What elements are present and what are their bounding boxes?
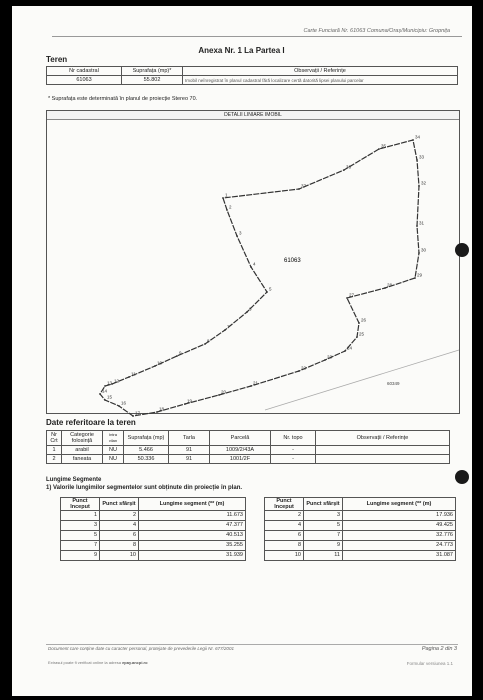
boundary-point <box>384 287 386 289</box>
cell: 3 <box>61 521 100 531</box>
cell: 35.255 <box>139 541 246 551</box>
cell: 3 <box>304 511 343 521</box>
point-label: 14 <box>102 388 108 394</box>
cell: 1001/2F <box>210 455 271 464</box>
point-label: 7 <box>227 324 230 330</box>
cell: 5.466 <box>124 446 169 455</box>
point-label: 31 <box>419 220 425 226</box>
point-label: 15 <box>107 394 113 400</box>
boundary-point <box>412 139 414 141</box>
point-label: 11 <box>131 371 136 377</box>
point-label: 29 <box>417 272 423 278</box>
cell: 50.336 <box>124 455 169 464</box>
cell <box>316 446 450 455</box>
cell: 1 <box>47 446 62 455</box>
point-label: 30 <box>421 247 427 253</box>
punch-hole <box>455 243 469 257</box>
cell: 49.425 <box>343 521 456 531</box>
map-title: DETALII LINIARE IMOBIL <box>47 111 459 120</box>
boundary-point <box>236 235 238 237</box>
boundary-point <box>266 291 268 293</box>
cell: 7 <box>304 531 343 541</box>
point-label: 13 <box>107 380 113 386</box>
cell: 8 <box>265 541 304 551</box>
boundary-point <box>128 376 130 378</box>
table-row <box>265 511 456 521</box>
verify-link[interactable]: epay.ancpi.ro <box>122 660 148 665</box>
boundary-point <box>222 197 224 199</box>
boundary-point <box>344 350 346 352</box>
boundary-point <box>414 277 416 279</box>
col-nr-topo: Nr. topo <box>271 431 316 446</box>
point-label: 28 <box>387 282 393 288</box>
cell: 6 <box>265 531 304 541</box>
cell: NU <box>103 455 124 464</box>
table-row <box>47 76 458 85</box>
form-version: Formular versiunea 1.1 <box>406 661 453 666</box>
cell: 91 <box>169 446 210 455</box>
cell <box>316 455 450 464</box>
table-row <box>61 511 246 521</box>
col-intravilan: Intra vilan <box>103 431 124 446</box>
verify-note <box>48 660 148 665</box>
header-rule <box>52 36 462 37</box>
col-suprafata: Suprafața (mp)* <box>122 67 183 76</box>
boundary-point <box>250 385 252 387</box>
cell: 10 <box>100 551 139 561</box>
neighbor-boundary <box>265 350 459 410</box>
col-observatii-ref: Observații / Referințe <box>316 431 450 446</box>
teren-table <box>46 66 458 85</box>
cell: 2 <box>100 511 139 521</box>
col-punct-inceput: Punct început <box>61 498 100 511</box>
cell: 1 <box>61 511 100 521</box>
lungime-segmente-subtitle: 1) Valorile lungimilor segmentelor sunt obținute din proiecție în plan. <box>46 485 243 491</box>
point-label: 1 <box>225 192 228 198</box>
parcel-label: 61063 <box>284 258 301 264</box>
teren-section-title: Teren <box>46 55 68 64</box>
point-label: 33 <box>419 154 425 160</box>
cell: 8 <box>100 541 139 551</box>
carte-funciara-header: Carte Funciară Nr. 61063 Comuna/Oraș/Municipiu: Gropnița <box>303 28 450 34</box>
parcel-map <box>46 110 460 414</box>
table-row <box>61 521 246 531</box>
point-label: 18 <box>159 406 165 412</box>
point-label: 20 <box>221 389 227 395</box>
cell: 9 <box>304 541 343 551</box>
punch-hole <box>455 470 469 484</box>
point-label: 34 <box>415 134 421 140</box>
cell: 10 <box>265 551 304 561</box>
table-row <box>61 531 246 541</box>
cell: 5 <box>61 531 100 541</box>
boundary-point <box>343 169 345 171</box>
point-label: 22 <box>301 365 307 371</box>
point-label: 8 <box>207 338 210 344</box>
point-label: 9 <box>179 350 182 356</box>
col-nr-crt: Nr Crt <box>47 431 62 446</box>
boundary-point <box>218 394 220 396</box>
observatii-value: Imobil neînregistrat în planul cadastral fără localizare certă datorită lipsei planului parcelar <box>183 76 458 85</box>
point-label: 6 <box>249 306 252 312</box>
col-lungime: Lungime segment (** (m) <box>343 498 456 511</box>
point-label: 32 <box>421 180 427 186</box>
point-label: 10 <box>157 360 163 366</box>
boundary-point <box>298 370 300 372</box>
page-number: Pagina 2 din 3 <box>421 646 457 652</box>
boundary-point <box>418 185 420 187</box>
boundary-point <box>418 252 420 254</box>
boundary-point <box>156 411 158 413</box>
point-label: 16 <box>121 400 127 406</box>
boundary-point <box>378 148 380 150</box>
cell: 40.513 <box>139 531 246 541</box>
boundary-point <box>226 209 228 211</box>
confidential-note: Document care conține date cu caracter personal, protejate de prevederile Legii Nr. 677/2001 <box>48 646 234 651</box>
cell: 9 <box>61 551 100 561</box>
segments-table-right <box>264 497 456 561</box>
cell: 5 <box>304 521 343 531</box>
boundary-point <box>346 297 348 299</box>
point-label: 27 <box>349 292 355 298</box>
lungime-segmente-title: Lungime Segmente <box>46 477 102 483</box>
point-label: 24 <box>347 345 353 351</box>
col-categorie: Categorie folosință <box>62 431 103 446</box>
cell: 47.377 <box>139 521 246 531</box>
cell: 7 <box>61 541 100 551</box>
boundary-point <box>176 355 178 357</box>
cell: 2 <box>47 455 62 464</box>
boundary-point <box>99 393 101 395</box>
footer-rule <box>46 644 458 645</box>
boundary-point <box>204 343 206 345</box>
table-row <box>61 541 246 551</box>
col-suprafata-mp: Suprafața (mp) <box>124 431 169 446</box>
col-tarla: Tarla <box>169 431 210 446</box>
cell: 4 <box>265 521 304 531</box>
point-label: 2 <box>229 204 232 210</box>
table-row <box>265 531 456 541</box>
date-referitoare-title: Date referitoare la teren <box>46 418 136 427</box>
col-punct-sfarsit: Punct sfârșit <box>304 498 343 511</box>
col-nr-cadastral: Nr cadastral <box>47 67 122 76</box>
cell: faneata <box>62 455 103 464</box>
cell: - <box>271 455 316 464</box>
point-label: 4 <box>253 261 256 267</box>
table-row <box>61 551 246 561</box>
boundary-point <box>250 266 252 268</box>
cell: 11 <box>304 551 343 561</box>
date-referitoare-table <box>46 430 450 464</box>
parcel-boundary <box>100 140 419 416</box>
point-label: 37 <box>301 183 307 189</box>
anexa-title: Anexa Nr. 1 La Partea I <box>198 46 285 55</box>
boundary-point <box>298 188 300 190</box>
boundary-point <box>356 336 358 338</box>
table-row <box>47 446 450 455</box>
point-label: 5 <box>269 286 272 292</box>
boundary-point <box>104 399 106 401</box>
suprafata-value: 55.802 <box>122 76 183 85</box>
table-row <box>265 551 456 561</box>
boundary-point <box>118 405 120 407</box>
cell: 4 <box>100 521 139 531</box>
col-punct-sfarsit: Punct sfârșit <box>100 498 139 511</box>
nr-cadastral-value: 61063 <box>47 76 122 85</box>
cell: 2 <box>265 511 304 521</box>
point-label: 26 <box>361 317 367 323</box>
table-row <box>265 521 456 531</box>
boundary-point <box>132 415 134 417</box>
col-observatii: Observații / Referințe <box>183 67 458 76</box>
col-parcela: Parcelă <box>210 431 271 446</box>
table-row <box>47 455 450 464</box>
boundary-point <box>358 322 360 324</box>
boundary-point <box>224 329 226 331</box>
cell: - <box>271 446 316 455</box>
cell: arabil <box>62 446 103 455</box>
cell: 11.673 <box>139 511 246 521</box>
point-label: 19 <box>187 398 193 404</box>
point-label: 23 <box>327 354 333 360</box>
point-label: 3 <box>239 230 242 236</box>
col-lungime: Lungime segment (** (m) <box>139 498 246 511</box>
point-label: 12 <box>114 378 120 384</box>
cell: 6 <box>100 531 139 541</box>
cell: 32.776 <box>343 531 456 541</box>
segments-table-left <box>60 497 246 561</box>
cell: 31.939 <box>139 551 246 561</box>
boundary-point <box>416 225 418 227</box>
cell: 24.773 <box>343 541 456 551</box>
boundary-point <box>154 365 156 367</box>
verify-prefix: Extrasul poate fi verificat online la adresa <box>48 660 121 665</box>
point-label: 35 <box>381 143 387 149</box>
cell: 17.936 <box>343 511 456 521</box>
neighbor-label: 60349 <box>387 381 400 386</box>
parcel-plot <box>47 120 459 416</box>
boundary-point <box>184 403 186 405</box>
table-row <box>265 541 456 551</box>
cell: 31.087 <box>343 551 456 561</box>
boundary-point <box>104 385 106 387</box>
boundary-point <box>246 311 248 313</box>
boundary-point <box>324 359 326 361</box>
cell: 1009/2/43A <box>210 446 271 455</box>
point-label: 17 <box>135 410 141 416</box>
point-label: 36 <box>346 164 352 170</box>
point-label: 25 <box>359 331 365 337</box>
point-label: 21 <box>253 380 259 386</box>
boundary-point <box>416 159 418 161</box>
cell: NU <box>103 446 124 455</box>
cell: 91 <box>169 455 210 464</box>
col-punct-inceput: Punct început <box>265 498 304 511</box>
suprafata-note: * Suprafața este determinată în planul de proiecție Stereo 70. <box>48 96 198 102</box>
